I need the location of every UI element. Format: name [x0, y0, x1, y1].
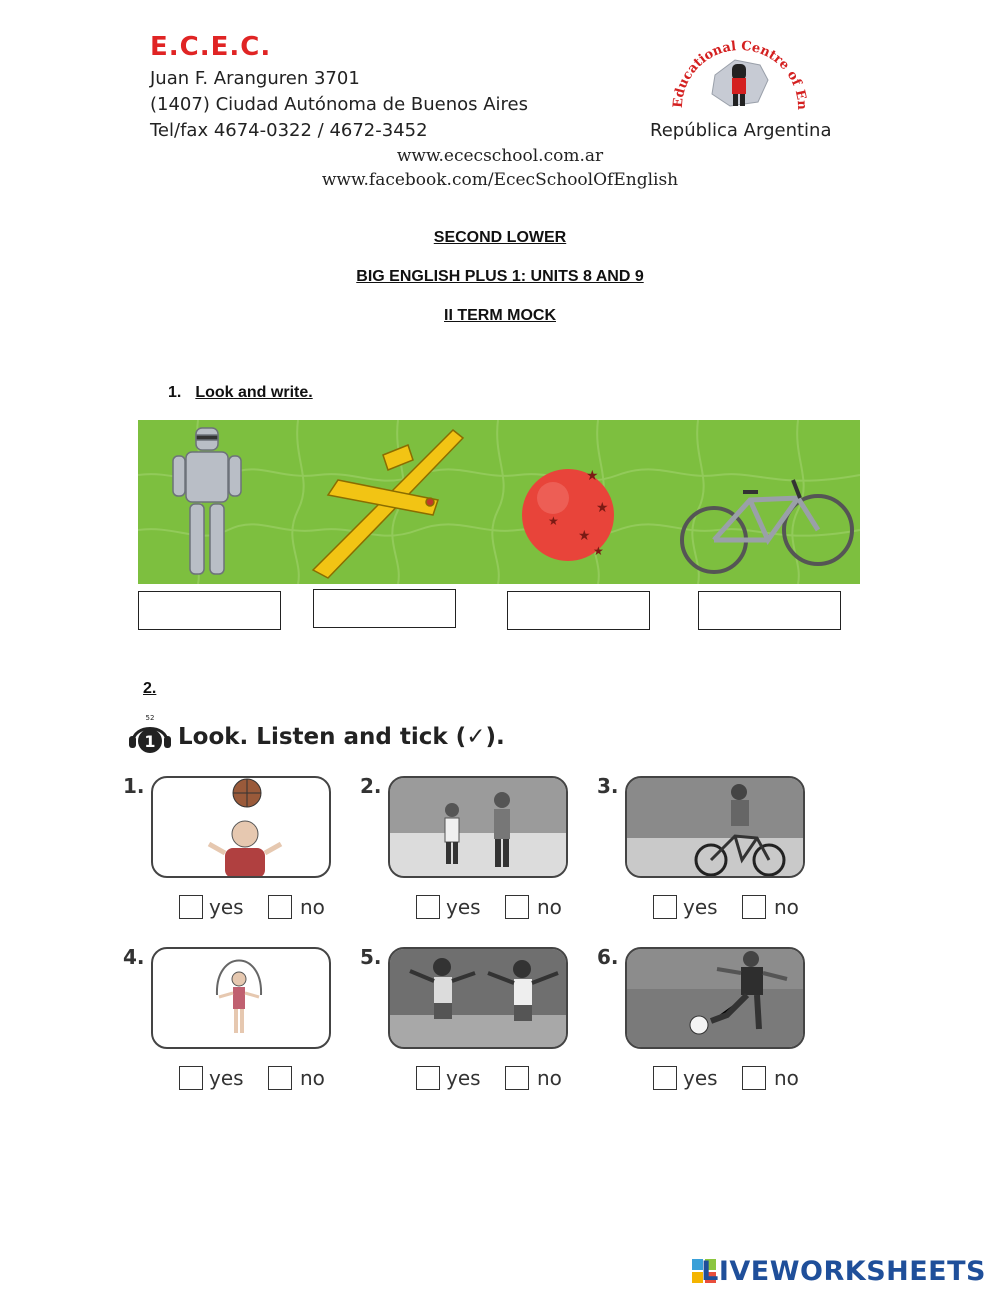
logo-text: Educational Centre of En — [670, 38, 810, 111]
tick-box-1-yes[interactable] — [179, 895, 203, 919]
tick-box-1-no[interactable] — [268, 895, 292, 919]
option-5-no: no — [537, 1066, 562, 1090]
picture-2-skating — [388, 776, 568, 878]
school-name: E.C.E.C. — [150, 32, 272, 62]
title-line-2: BIG ENGLISH PLUS 1: UNITS 8 AND 9 — [356, 268, 644, 285]
tick-box-5-no[interactable] — [505, 1066, 529, 1090]
option-4-no: no — [300, 1066, 325, 1090]
option-4-yes: yes — [209, 1066, 244, 1090]
svg-text:★: ★ — [578, 527, 591, 543]
title-line-3: II TERM MOCK — [444, 307, 556, 324]
tick-box-2-no[interactable] — [505, 895, 529, 919]
exercise-1-instruction: Look and write. — [195, 384, 313, 401]
track-badge: 1 — [144, 732, 156, 751]
title-line-1: SECOND LOWER — [433, 229, 567, 246]
phone-line: Tel/fax 4674-0322 / 4672-3452 — [150, 120, 428, 141]
picture-4-skipping — [151, 947, 331, 1049]
picture-3-cycling — [625, 776, 805, 878]
tick-box-3-yes[interactable] — [653, 895, 677, 919]
liveworksheets-brand: LIVEWORKSHEETS — [701, 1256, 986, 1287]
answer-box-2[interactable] — [313, 589, 456, 628]
option-3-no: no — [774, 895, 799, 919]
address-line-2: (1407) Ciudad Autónoma de Buenos Aires — [150, 94, 528, 115]
svg-text:★: ★ — [586, 467, 599, 483]
svg-text:★: ★ — [596, 499, 609, 515]
track-number: 52 — [145, 714, 155, 722]
option-2-no: no — [537, 895, 562, 919]
facebook-line: www.facebook.com/EcecSchoolOfEnglish — [321, 170, 679, 190]
option-1-no: no — [300, 895, 325, 919]
tick-box-5-yes[interactable] — [416, 1066, 440, 1090]
exercise-1-heading — [168, 384, 313, 402]
toys-picture-strip — [138, 420, 860, 584]
headphones-icon — [125, 712, 175, 756]
picture-6-football — [625, 947, 805, 1049]
svg-text:★: ★ — [593, 544, 604, 558]
tick-box-3-no[interactable] — [742, 895, 766, 919]
option-6-yes: yes — [683, 1066, 718, 1090]
option-5-yes: yes — [446, 1066, 481, 1090]
item-6-number: 6. — [597, 945, 619, 969]
picture-1-ball-catch — [151, 776, 331, 878]
option-1-yes: yes — [209, 895, 244, 919]
option-2-yes: yes — [446, 895, 481, 919]
exercise-1-number: 1. — [168, 384, 182, 401]
item-2-number: 2. — [360, 774, 382, 798]
tick-box-6-yes[interactable] — [653, 1066, 677, 1090]
address-line-1: Juan F. Aranguren 3701 — [150, 68, 360, 89]
option-6-no: no — [774, 1066, 799, 1090]
item-1-number: 1. — [123, 774, 145, 798]
school-logo — [660, 20, 820, 120]
item-4-number: 4. — [123, 945, 145, 969]
answer-box-4[interactable] — [698, 591, 841, 630]
answer-box-1[interactable] — [138, 591, 281, 630]
exercise-2-instruction: Look. Listen and tick (✓). — [178, 724, 505, 750]
tick-box-4-no[interactable] — [268, 1066, 292, 1090]
exercise-2-number: 2. — [143, 680, 157, 697]
tick-box-2-yes[interactable] — [416, 895, 440, 919]
option-3-yes: yes — [683, 895, 718, 919]
item-3-number: 3. — [597, 774, 619, 798]
tick-box-6-no[interactable] — [742, 1066, 766, 1090]
website-line: www.ececschool.com.ar — [396, 146, 604, 166]
answer-box-3[interactable] — [507, 591, 650, 630]
picture-5-running — [388, 947, 568, 1049]
svg-text:★: ★ — [548, 514, 559, 528]
tick-box-4-yes[interactable] — [179, 1066, 203, 1090]
item-5-number: 5. — [360, 945, 382, 969]
country-label: República Argentina — [650, 120, 832, 141]
